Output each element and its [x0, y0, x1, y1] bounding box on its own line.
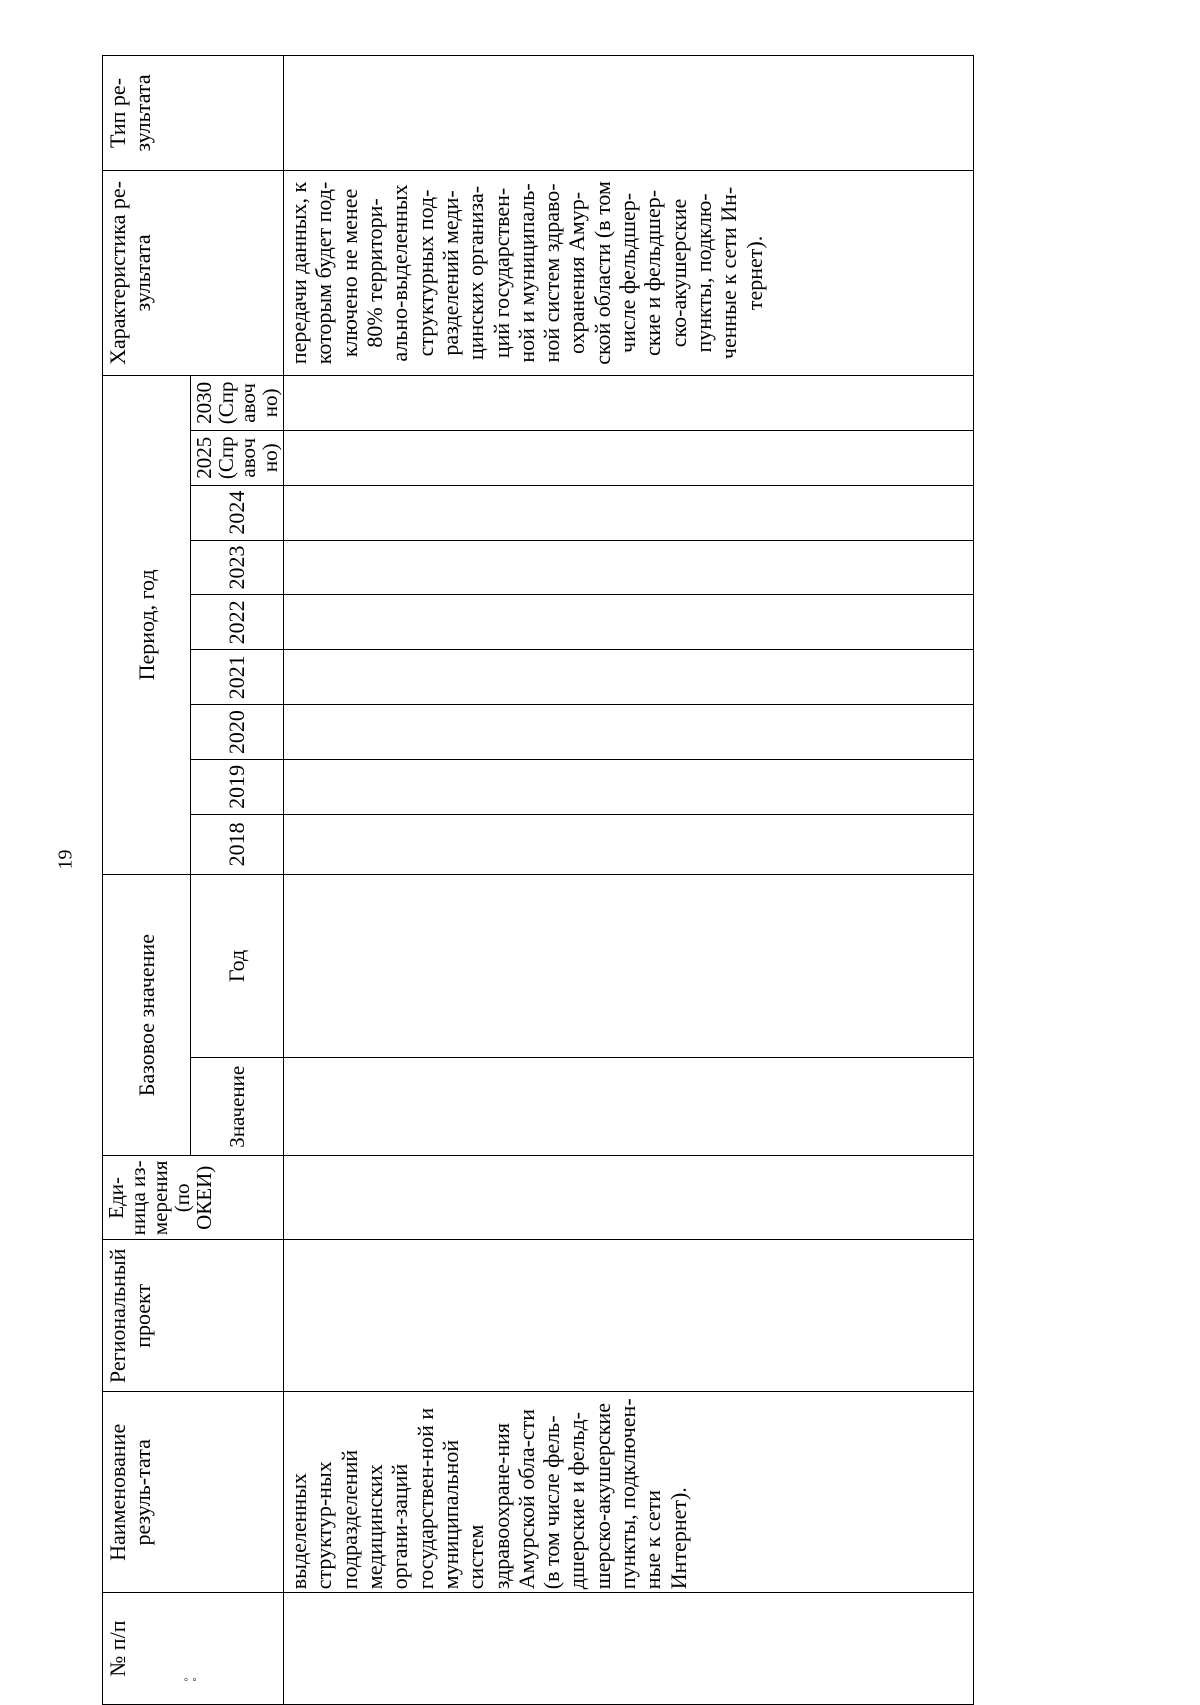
header-base-value: Значение — [191, 1058, 284, 1156]
header-year-2021: 2021 — [191, 650, 284, 705]
cell-unit — [284, 1156, 974, 1240]
cell-year-2025 — [284, 430, 974, 485]
header-base-year: Год — [191, 874, 284, 1057]
cell-year-2021 — [284, 650, 974, 705]
cell-characteristic: передачи данных, к которым будет под-ключено не менее 80% территори-ально-выделенных структурных под-разделений меди-цинских организа-ций государствен-ной и муниципаль-ной систем здраво-охранения Амур-ской области (в том числе фельдшер-ские и фельдшер-ско-акушерские пункты, подклю-ченные к сети Ин-тернет). — [284, 170, 974, 375]
header-characteristic: Характеристика ре-зультата — [103, 170, 284, 375]
header-project: Региональный проект — [103, 1240, 284, 1392]
cell-year-2022 — [284, 595, 974, 650]
header-name: Наименование резуль-тата — [103, 1392, 284, 1593]
cell-year-2018 — [284, 814, 974, 874]
header-year-2023: 2023 — [191, 540, 284, 595]
cell-year-2024 — [284, 485, 974, 540]
cell-type — [284, 56, 974, 171]
cell-year-2019 — [284, 759, 974, 814]
cell-year-2030 — [284, 375, 974, 430]
table-row — [284, 56, 974, 1705]
header-year-2025: 2025 (Спр авоч но) — [191, 430, 284, 485]
header-year-2024: 2024 — [191, 485, 284, 540]
header-year-2020: 2020 — [191, 705, 284, 760]
header-period: Период, год — [103, 375, 191, 874]
cell-project — [284, 1240, 974, 1392]
header-base: Базовое значение — [103, 874, 191, 1156]
header-year-2022: 2022 — [191, 595, 284, 650]
header-num: № п/п — [103, 1593, 284, 1705]
cell-year-2020 — [284, 705, 974, 760]
cell-num — [284, 1593, 974, 1705]
cell-year-2023 — [284, 540, 974, 595]
cell-base-value — [284, 1058, 974, 1156]
page-number: 19 — [54, 849, 77, 870]
header-year-2030: 2030 (Спр авоч но) — [191, 375, 284, 430]
header-type: Тип ре-зультата — [103, 56, 284, 171]
header-year-2018: 2018 — [191, 814, 284, 874]
results-table — [102, 55, 942, 1705]
header-unit: Еди-ница из-мерения (по ОКЕИ) — [103, 1156, 284, 1240]
cell-name: выделенных структур-ных подразделений медицинских органи-заций государствен-ной и муниципальной систем здравоохране-ния Амурской обла-сти (в том числе фель-дшерские и фельд-шерско-акушерские пункты, подключен-ные к сети Интернет). — [284, 1392, 974, 1593]
cell-base-year — [284, 874, 974, 1057]
header-year-2019: 2019 — [191, 759, 284, 814]
scan-marks: ° ° — [184, 1677, 198, 1688]
